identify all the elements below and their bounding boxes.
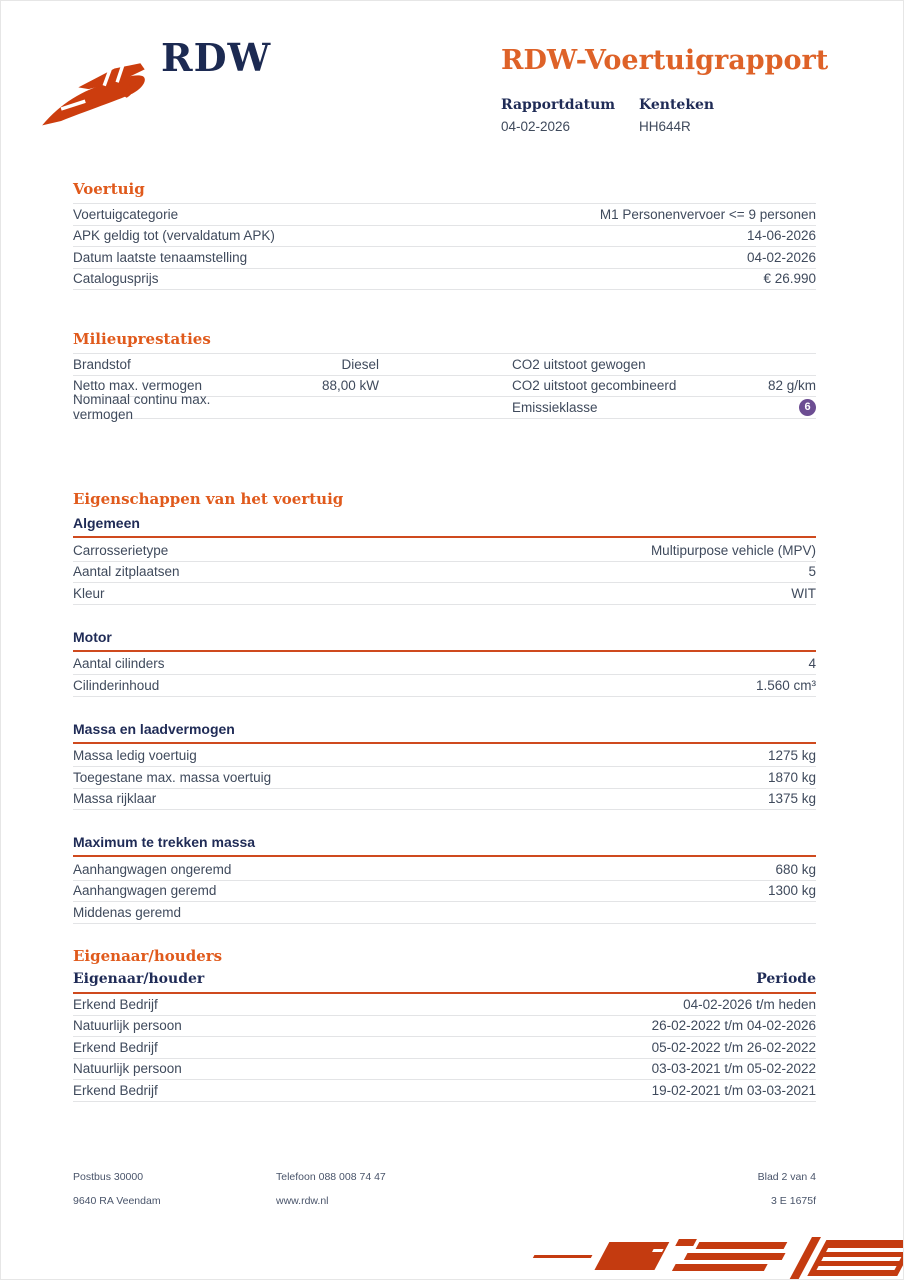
row-label: Massa rijklaar <box>73 791 157 807</box>
section-title-voertuig: Voertuig <box>73 180 145 198</box>
table-row <box>73 902 816 924</box>
kenteken-value: HH644R <box>639 119 691 134</box>
subsection-title-massa: Massa en laadvermogen <box>73 721 816 744</box>
row-label: Massa ledig voertuig <box>73 748 197 764</box>
row-label: Brandstof <box>73 356 131 372</box>
table-row <box>73 767 816 789</box>
row-value: 14-06-2026 <box>746 228 816 244</box>
table-row <box>73 562 816 584</box>
row-label: Aantal cilinders <box>73 656 165 672</box>
table-row <box>73 859 816 881</box>
row-label: Aanhangwagen ongeremd <box>73 861 232 877</box>
row-value: 5 <box>808 564 816 580</box>
table-row <box>73 675 816 697</box>
report-date-label: Rapportdatum <box>501 97 616 113</box>
row-value: 1375 kg <box>767 791 816 807</box>
report-content <box>73 1 816 1279</box>
row-label: Datum laatste tenaamstelling <box>73 249 248 265</box>
subsection-title-trekken-massa: Maximum te trekken massa <box>73 834 816 857</box>
row-label: Nominaal continu max. vermogen <box>73 392 211 423</box>
table-row <box>73 1080 816 1102</box>
owner-period: 05-02-2022 t/m 26-02-2022 <box>651 1039 816 1055</box>
speed-stripes-graphic <box>524 1237 903 1279</box>
section-eigenschappen <box>73 491 816 924</box>
footer-address-line1: Postbus 30000 <box>73 1171 144 1183</box>
row-value: WIT <box>791 585 816 601</box>
owner-name: Erkend Bedrijf <box>73 1039 158 1055</box>
row-value: 82 g/km <box>767 378 816 394</box>
owner-name: Natuurlijk persoon <box>73 1061 182 1077</box>
owner-period: 04-02-2026 t/m heden <box>683 996 816 1012</box>
owner-name: Erkend Bedrijf <box>73 996 158 1012</box>
row-label: CO2 uitstoot gewogen <box>512 356 646 372</box>
subsection-massa <box>73 721 816 811</box>
table-row <box>73 583 816 605</box>
row-value: 04-02-2026 <box>746 249 816 265</box>
table-row <box>73 789 816 811</box>
section-milieuprestaties <box>73 330 816 423</box>
owner-name: Natuurlijk persoon <box>73 1018 182 1034</box>
table-row <box>73 247 816 269</box>
row-label: Aanhangwagen geremd <box>73 883 217 899</box>
page-footer <box>73 1171 816 1219</box>
row-label: Catalogusprijs <box>73 271 159 287</box>
row-label: Carrosserietype <box>73 542 169 558</box>
row-value: 4 <box>808 656 816 672</box>
row-value: Multipurpose vehicle (MPV) <box>650 542 816 558</box>
table-row <box>73 226 816 248</box>
row-value: 1275 kg <box>767 748 816 764</box>
table-row <box>73 1059 816 1081</box>
section-title-eigenaar-houders: Eigenaar/houders <box>73 947 223 965</box>
footer-doc-code: 3 E 1675f <box>771 1195 816 1207</box>
emissieklasse-badge: 6 <box>799 399 816 416</box>
row-label: CO2 uitstoot gecombineerd <box>512 378 677 394</box>
subsection-algemeen <box>73 515 816 605</box>
owner-name: Erkend Bedrijf <box>73 1082 158 1098</box>
table-row <box>73 1016 816 1038</box>
row-value: M1 Personenvervoer <= 9 personen <box>599 206 816 222</box>
row-label: Netto max. vermogen <box>73 378 203 394</box>
footer-phone: Telefoon 088 008 74 47 <box>276 1171 386 1183</box>
table-row <box>73 392 816 423</box>
section-title-milieuprestaties: Milieuprestaties <box>73 330 211 348</box>
row-label: Toegestane max. massa voertuig <box>73 769 272 785</box>
footer-address-line2: 9640 RA Veendam <box>73 1195 161 1207</box>
section-eigenaar-houders <box>73 948 816 1102</box>
subsection-title-algemeen: Algemeen <box>73 515 816 538</box>
column-header-owner: Eigenaar/houder <box>73 971 205 987</box>
row-label: Aantal zitplaatsen <box>73 564 180 580</box>
table-row <box>73 540 816 562</box>
row-value: 680 kg <box>775 861 816 877</box>
row-value: 1300 kg <box>767 883 816 899</box>
row-value: Diesel <box>341 356 379 372</box>
report-date-value: 04-02-2026 <box>501 119 571 134</box>
table-row <box>73 746 816 768</box>
row-value: 1.560 cm³ <box>755 677 816 693</box>
row-label: Emissieklasse <box>512 399 598 415</box>
section-voertuig <box>73 181 816 290</box>
kenteken-label: Kenteken <box>639 97 715 113</box>
row-value: 1870 kg <box>767 769 816 785</box>
row-label: Voertuigcategorie <box>73 206 179 222</box>
table-row <box>73 994 816 1016</box>
subsection-motor <box>73 629 816 697</box>
owner-period: 19-02-2021 t/m 03-03-2021 <box>651 1082 816 1098</box>
row-value: 88,00 kW <box>321 378 379 394</box>
rdw-logo-text: RDW <box>161 35 272 80</box>
table-row <box>73 1037 816 1059</box>
subsection-title-motor: Motor <box>73 629 816 652</box>
row-value <box>724 399 816 416</box>
subsection-trekken-massa <box>73 834 816 924</box>
page-title: RDW-Voertuigrapport <box>501 45 829 76</box>
row-label: APK geldig tot (vervaldatum APK) <box>73 228 275 244</box>
owner-period: 26-02-2022 t/m 04-02-2026 <box>651 1018 816 1034</box>
table-row <box>73 204 816 226</box>
column-header-period: Periode <box>756 971 816 987</box>
row-label: Kleur <box>73 585 105 601</box>
row-label: Middenas geremd <box>73 904 182 920</box>
table-row <box>73 354 816 376</box>
table-row <box>73 269 816 291</box>
footer-website: www.rdw.nl <box>276 1195 329 1207</box>
table-row <box>73 654 816 676</box>
owners-table-header <box>73 971 816 994</box>
section-title-eigenschappen: Eigenschappen van het voertuig <box>73 490 344 508</box>
row-label: Cilinderinhoud <box>73 677 160 693</box>
footer-page-number: Blad 2 van 4 <box>757 1171 816 1183</box>
table-row <box>73 881 816 903</box>
owner-period: 03-03-2021 t/m 05-02-2022 <box>651 1061 816 1077</box>
row-value: € 26.990 <box>763 271 816 287</box>
